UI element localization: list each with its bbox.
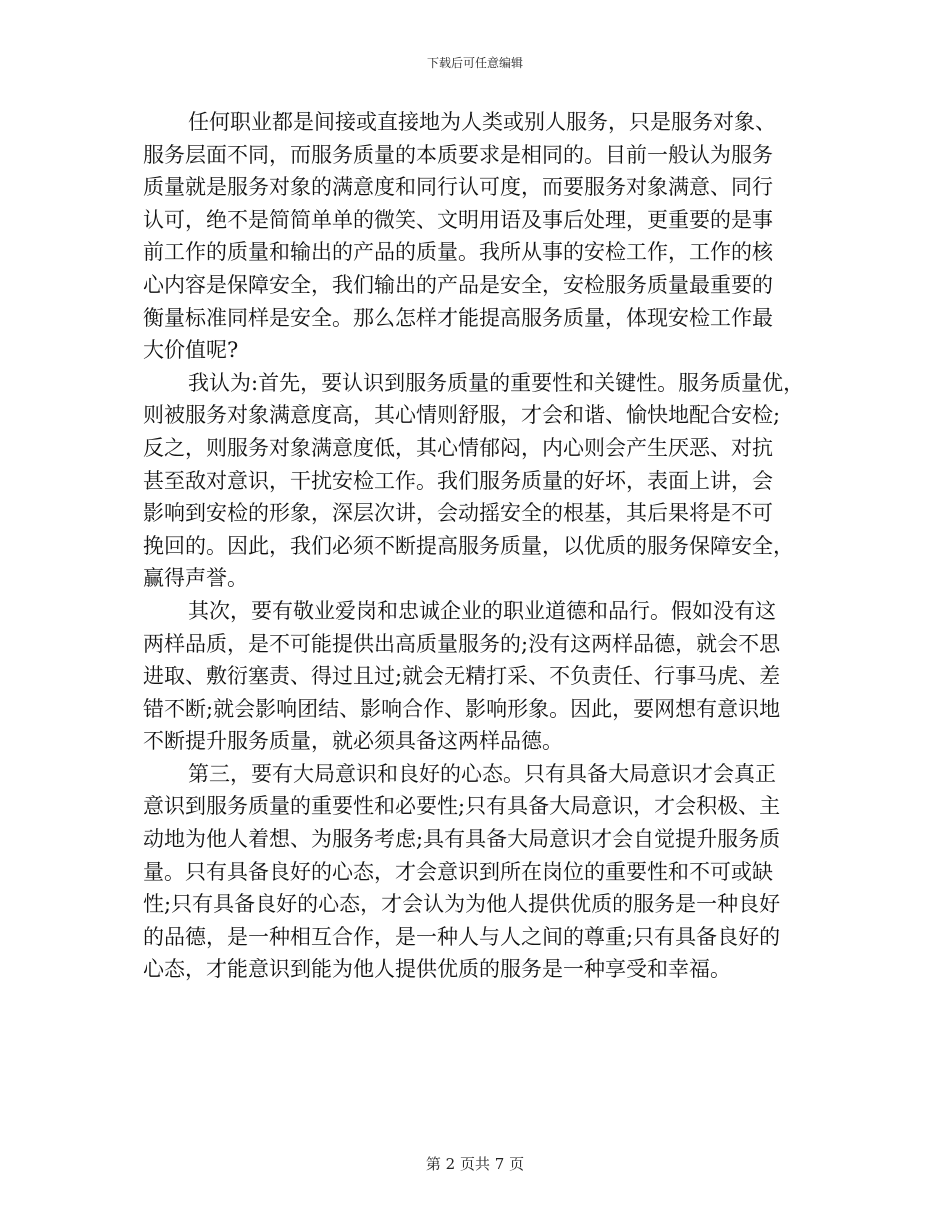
paragraph-1 [143, 106, 823, 367]
text-line: 甚至敌对意识，干扰安检工作。我们服务质量的好坏，表面上讲，会 [143, 468, 773, 493]
text-line: 第三，要有大局意识和良好的心态。只有具备大局意识才会真正 [188, 761, 776, 786]
text-line: 前工作的质量和输出的产品的质量。我所从事的安检工作，工作的核 [143, 240, 773, 265]
text-line: 心态，才能意识到能为他人提供优质的服务是一种享受和幸福。 [143, 957, 731, 982]
text-line: 其次，要有敬业爱岗和忠诚企业的职业道德和品行。假如没有这 [188, 598, 776, 623]
text-line: 量。只有具备良好的心态，才会意识到所在岗位的重要性和不可或缺 [143, 859, 773, 884]
text-line: 意识到服务质量的重要性和必要性;只有具备大局意识，才会积极、主 [143, 794, 781, 819]
text-line: 赢得声誉。 [143, 566, 248, 591]
text-line: 挽回的。因此，我们必须不断提高服务质量，以优质的服务保障安全， [143, 533, 794, 558]
page-footer: 第 2 页共 7 页 [425, 1155, 525, 1173]
text-line: 影响到安检的形象，深层次讲，会动摇安全的根基，其后果将是不可 [143, 501, 773, 526]
paragraph-4 [143, 758, 823, 986]
text-line: 大价值呢? [143, 338, 239, 363]
text-line: 错不断;就会影响团结、影响合作、影响形象。因此，要网想有意识地 [143, 696, 781, 721]
text-line: 服务层面不同，而服务质量的本质要求是相同的。目前一般认为服务 [143, 142, 773, 167]
paragraph-2 [143, 367, 823, 595]
text-line: 不断提升服务质量，就必须具备这两样品德。 [143, 729, 563, 754]
page-header: 下载后可任意编辑 [426, 56, 523, 70]
text-line: 则被服务对象满意度高，其心情则舒服，才会和谐、愉快地配合安检; [143, 403, 781, 428]
document-body [143, 106, 823, 986]
text-line: 认可，绝不是简简单单的微笑、文明用语及事后处理，更重要的是事 [143, 207, 773, 232]
text-line: 反之，则服务对象满意度低，其心情郁闷，内心则会产生厌恶、对抗 [143, 435, 773, 460]
text-line: 心内容是保障安全，我们输出的产品是安全，安检服务质量最重要的 [143, 272, 773, 297]
text-line: 两样品质，是不可能提供出高质量服务的;没有这两样品德，就会不思 [143, 631, 781, 656]
paragraph-3 [143, 595, 823, 758]
text-line: 我认为:首先，要认识到服务质量的重要性和关键性。服务质量优， [188, 370, 805, 395]
text-line: 质量就是服务对象的满意度和同行认可度，而要服务对象满意、同行 [143, 175, 773, 200]
text-line: 的品德，是一种相互合作，是一种人与人之间的尊重;只有具备良好的 [143, 924, 781, 949]
text-line: 任何职业都是间接或直接地为人类或别人服务，只是服务对象、 [188, 110, 776, 134]
text-line: 动地为他人着想、为服务考虑;具有具备大局意识才会自觉提升服务质 [143, 827, 781, 852]
text-line: 性;只有具备良好的心态，才会认为为他人提供优质的服务是一种良好 [143, 892, 781, 917]
text-line: 衡量标准同样是安全。那么怎样才能提高服务质量，体现安检工作最 [143, 305, 773, 330]
text-line: 进取、敷衍塞责、得过且过;就会无精打采、不负责任、行事马虎、差 [143, 664, 781, 689]
